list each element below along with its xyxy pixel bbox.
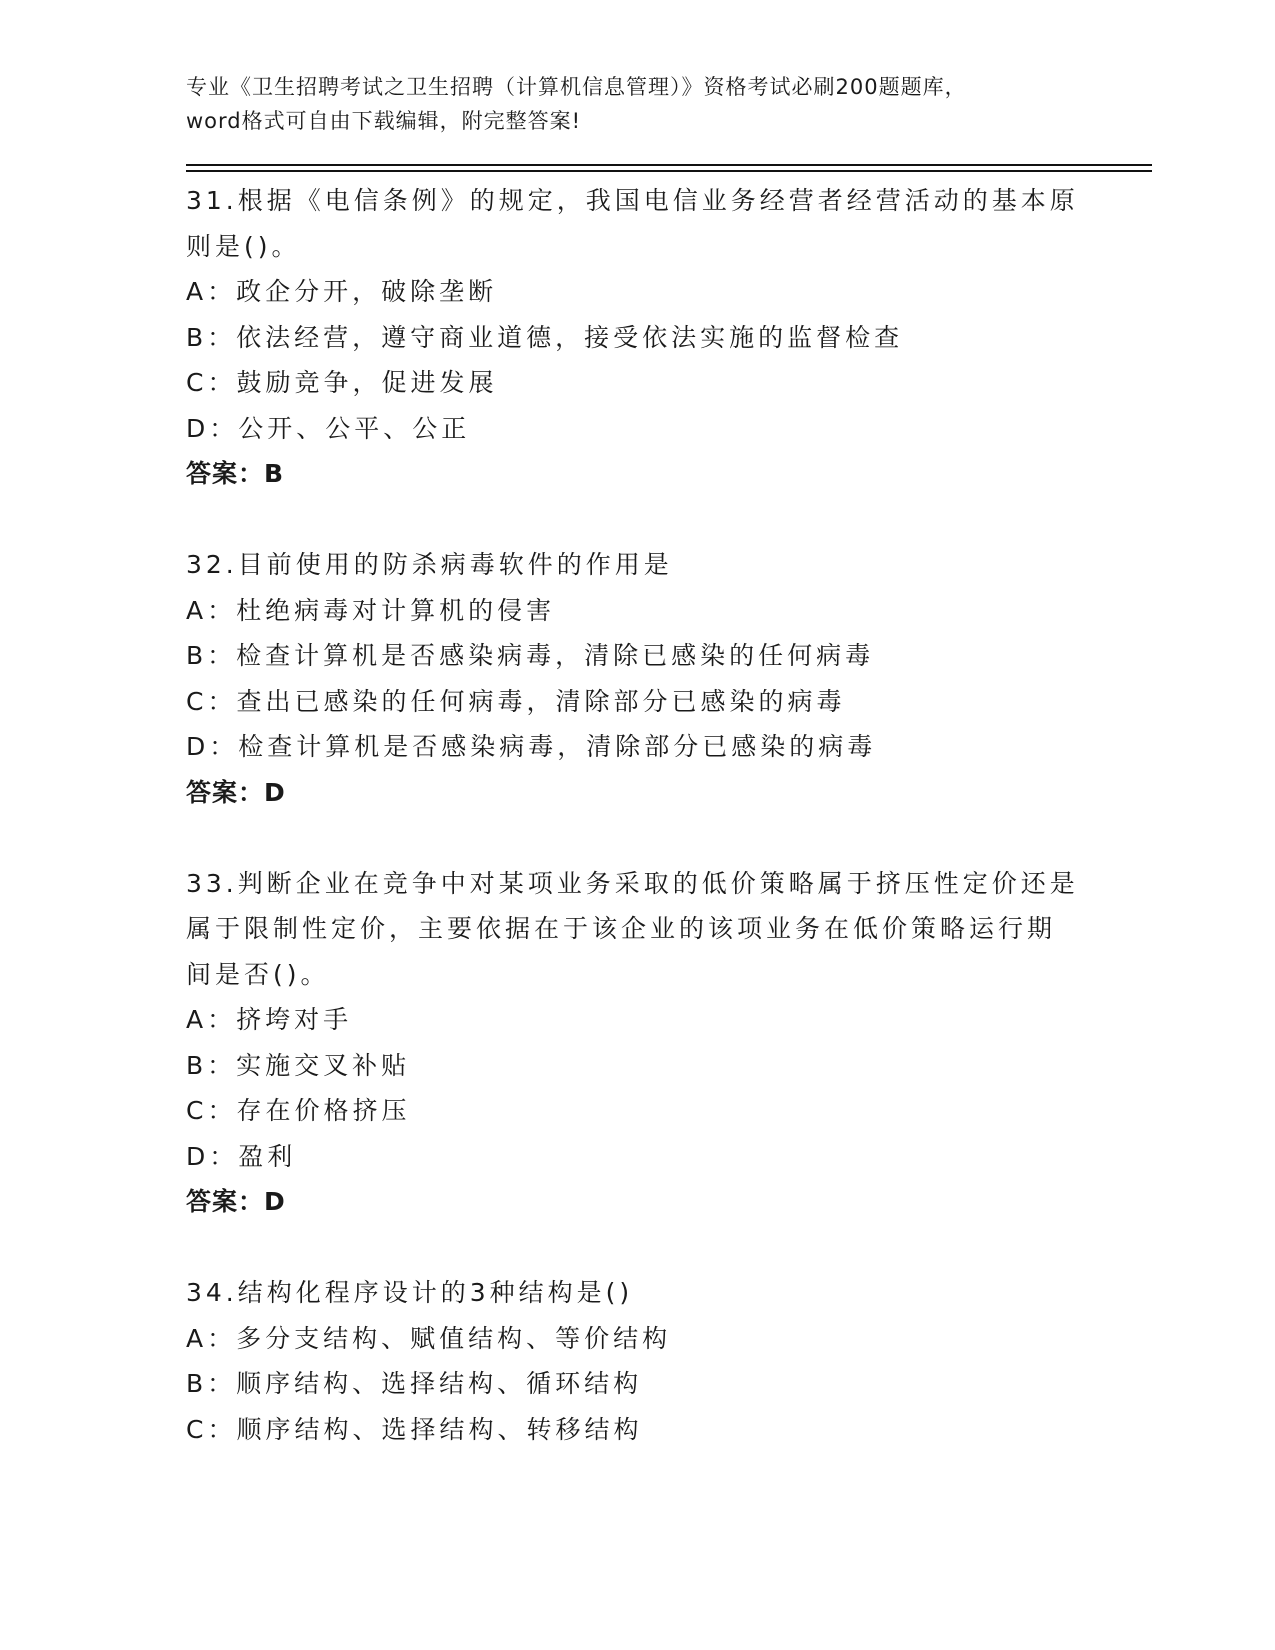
answer-line: 答案：B xyxy=(186,459,285,488)
rule-top xyxy=(186,164,1152,166)
document-header-line-2: word格式可自由下载编辑，附完整答案! xyxy=(186,109,582,133)
question-stem: 间是否()。 xyxy=(186,959,330,989)
question-stem: 33.判断企业在竞争中对某项业务采取的低价策略属于挤压性定价还是 xyxy=(186,868,1079,898)
option-d: D：检查计算机是否感染病毒，清除部分已感染的病毒 xyxy=(186,732,877,761)
question-33 xyxy=(186,861,1152,1225)
document-header-line-1: 专业《卫生招聘考试之卫生招聘（计算机信息管理）》资格考试必刷200题题库， xyxy=(186,75,967,99)
header-double-rule xyxy=(186,164,1152,172)
question-stem: 属于限制性定价，主要依据在于该企业的该项业务在低价策略运行期 xyxy=(186,914,1057,943)
answer-line: 答案：D xyxy=(186,1187,286,1216)
option-b: B：顺序结构、选择结构、循环结构 xyxy=(186,1369,643,1398)
question-stem: 34.结构化程序设计的3种结构是() xyxy=(186,1278,634,1307)
question-32 xyxy=(186,542,1152,815)
question-spacer xyxy=(186,497,1152,543)
question-34 xyxy=(186,1270,1152,1452)
question-31 xyxy=(186,178,1152,497)
option-a: A：挤垮对手 xyxy=(186,1005,353,1034)
option-a: A：政企分开，破除垄断 xyxy=(186,277,498,306)
rule-bottom xyxy=(186,170,1152,172)
option-a: A：杜绝病毒对计算机的侵害 xyxy=(186,595,556,625)
option-b: B：检查计算机是否感染病毒，清除已感染的任何病毒 xyxy=(186,641,875,670)
question-list xyxy=(186,178,1152,1452)
question-spacer xyxy=(186,1225,1152,1271)
option-d: D：公开、公平、公正 xyxy=(186,413,471,443)
option-c: C：顺序结构、选择结构、转移结构 xyxy=(186,1414,643,1444)
question-stem: 则是()。 xyxy=(186,231,301,261)
answer-line: 答案：D xyxy=(186,777,286,807)
question-spacer xyxy=(186,815,1152,861)
question-stem: 31.根据《电信条例》的规定，我国电信业务经营者经营活动的基本原 xyxy=(186,186,1079,215)
option-d: D：盈利 xyxy=(186,1141,297,1171)
option-a: A：多分支结构、赋值结构、等价结构 xyxy=(186,1323,672,1353)
option-b: B：实施交叉补贴 xyxy=(186,1050,411,1080)
question-stem: 32.目前使用的防杀病毒软件的作用是 xyxy=(186,550,673,579)
document-page xyxy=(186,70,1152,1452)
option-c: C：鼓励竞争，促进发展 xyxy=(186,368,498,397)
option-c: C：存在价格挤压 xyxy=(186,1096,411,1125)
option-c: C：查出已感染的任何病毒，清除部分已感染的病毒 xyxy=(186,686,846,716)
option-b: B：依法经营，遵守商业道德，接受依法实施的监督检查 xyxy=(186,322,904,352)
